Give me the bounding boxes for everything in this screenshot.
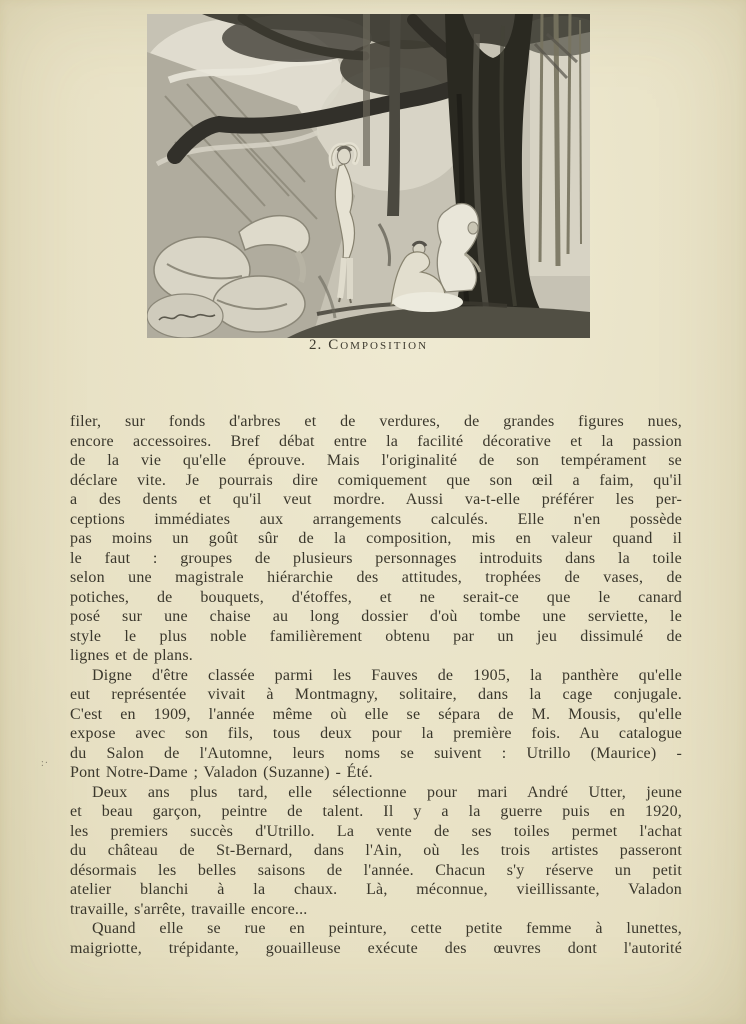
- text-line: eut représentée vivait à Montmagny, solitaire, dans la cage conjugale.: [70, 686, 682, 703]
- painting-illustration: [147, 14, 590, 338]
- text-line: expose avec son fils, tous deux pour la première fois. Au catalogue: [70, 725, 682, 742]
- text-line: a des dents et qu'il veut mordre. Aussi va-t-elle préférer les per-: [70, 491, 682, 508]
- text-line: style le plus noble familièrement obtenu par un jeu dissimulé de: [70, 627, 682, 645]
- text-line: filer, sur fonds d'arbres et de verdures, de grandes figures nues,: [70, 413, 682, 430]
- margin-mark: :·: [41, 758, 50, 769]
- paragraph: [70, 919, 682, 958]
- text-line: encore accessoires. Bref débat entre la facilité décorative et la passion: [70, 432, 682, 450]
- text-line: Deux ans plus tard, elle sélectionne pour mari André Utter, jeune: [92, 783, 682, 801]
- text-line: lignes et de plans.: [70, 647, 193, 664]
- text-line: C'est en 1909, l'année même où elle se sépara de M. Mousis, qu'elle: [70, 705, 682, 723]
- caption-number: 2.: [308, 337, 323, 353]
- text-line: potiches, de bouquets, d'étoffes, et ne serait-ce que le canard: [70, 588, 682, 606]
- text-line: les premiers succès d'Utrillo. La vente de ses toiles permet l'achat: [70, 822, 682, 840]
- paragraph: [70, 783, 682, 920]
- body-text: [70, 412, 682, 958]
- artwork-image: [147, 14, 590, 338]
- text-line: selon une magistrale hiérarchie des attitudes, trophées de vases, de: [70, 569, 682, 586]
- paragraph: [70, 412, 682, 666]
- text-line: de la vie qu'elle éprouve. Mais l'originalité de son tempérament se: [70, 452, 682, 469]
- text-line: désormais les belles saisons de l'année. Chacun s'y réserve un petit: [70, 861, 682, 879]
- text-line: Quand elle se rue en peinture, cette petite femme à lunettes,: [92, 920, 682, 937]
- text-line: atelier blanchi à la chaux. Là, méconnue, vieillissante, Valadon: [70, 881, 682, 898]
- text-line: travaille, s'arrête, travaille encore...: [70, 900, 308, 918]
- text-line: pas moins un goût sûr de la composition, mis en valeur quand il: [70, 530, 682, 547]
- text-line: le faut : groupes de plusieurs personnages introduits dans la toile: [70, 549, 682, 567]
- text-line: Digne d'être classée parmi les Fauves de 1905, la panthère qu'elle: [92, 666, 682, 684]
- caption-title: Composition: [328, 337, 429, 353]
- text-line: posé sur une chaise au long dossier d'où tombe une serviette, le: [70, 608, 682, 625]
- figure-caption: [147, 337, 590, 354]
- paragraph: [70, 666, 682, 783]
- text-line: maigriotte, trépidante, gouailleuse exécute des œuvres dont l'autorité: [70, 939, 682, 957]
- text-line: et beau garçon, peintre de talent. Il y a la guerre puis en 1920,: [70, 803, 682, 820]
- text-line: déclare vite. Je pourrais dire comiquement que son œil a faim, qu'il: [70, 471, 682, 489]
- text-line: ceptions immédiates aux arrangements calculés. Elle n'en possède: [70, 510, 682, 528]
- text-line: du Salon de l'Automne, leurs noms se suivent : Utrillo (Maurice) -: [70, 744, 682, 762]
- text-line: Pont Notre-Dame ; Valadon (Suzanne) - Été.: [70, 764, 373, 781]
- text-line: du château de St-Bernard, dans l'Ain, où les trois artistes passeront: [70, 842, 682, 859]
